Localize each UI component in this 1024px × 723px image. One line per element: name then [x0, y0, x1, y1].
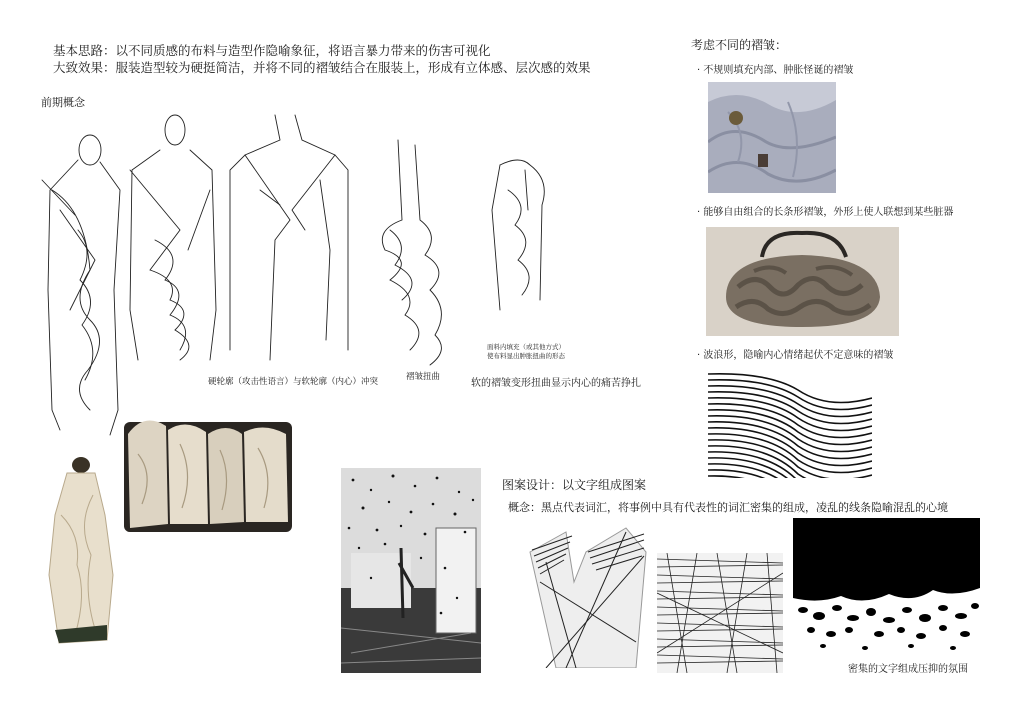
pattern-dense-dots [793, 518, 980, 658]
knit-brain-bag-photo [706, 227, 899, 336]
sketch-figure-5 [492, 160, 544, 310]
muslin-dress-photo [47, 455, 115, 645]
concept-sketches [30, 110, 590, 445]
sketch-figure-4 [382, 140, 441, 365]
pattern-heading: 图案设计：以文字组成图案 [502, 478, 647, 492]
pattern-garment-panel [526, 522, 648, 668]
sketch-figure-2 [130, 115, 216, 360]
folds-heading: 考虑不同的褶皱： [691, 38, 788, 52]
caption-twist: 褶皱扭曲 [406, 372, 441, 382]
caption-fill-1: 面料内填充（或其他方式） [487, 343, 565, 351]
intro-line-1: 基本思路：以不同质感的布料与造型作隐喻象征，将语言暴力带来的伤害可视化 [53, 43, 491, 58]
sketch-figure-1 [42, 135, 120, 435]
wave-lines-image [708, 370, 872, 478]
caption-contrast: 硬轮廓（攻击性语言）与软轮廓（内心）冲突 [208, 377, 379, 387]
pattern-concept: 概念：黑点代表词汇，将事例中具有代表性的词汇密集的组成，凌乱的线条隐喻混乱的心境 [508, 501, 948, 514]
caption-fill-2: 使布料显出肿胀扭曲的形态 [487, 352, 565, 360]
muslin-drapes-photo [124, 404, 292, 532]
fold-item-1: · 不规则填充内部、肿胀怪诞的褶皱 [697, 65, 854, 76]
intro-line-2: 大致效果：服装造型较为硬挺简洁，并将不同的褶皱结合在服装上，形成有立体感、层次感的效果 [53, 60, 591, 75]
caption-soft: 软的褶皱变形扭曲显示内心的痛苦挣扎 [471, 378, 641, 389]
fold-item-2: · 能够自由组合的长条形褶皱，外形上使人联想到某些脏器 [697, 207, 954, 218]
word-dots-landscape-photo [341, 468, 481, 673]
fold-item-3: · 波浪形，隐喻内心情绪起伏不定意味的褶皱 [697, 350, 894, 361]
pattern-caption: 密集的文字组成压抑的氛围 [848, 664, 968, 675]
pattern-lines-grid [657, 553, 783, 673]
concept-heading: 前期概念 [41, 96, 85, 109]
swollen-bedding-photo [708, 82, 836, 193]
sketch-figure-3 [230, 115, 348, 360]
